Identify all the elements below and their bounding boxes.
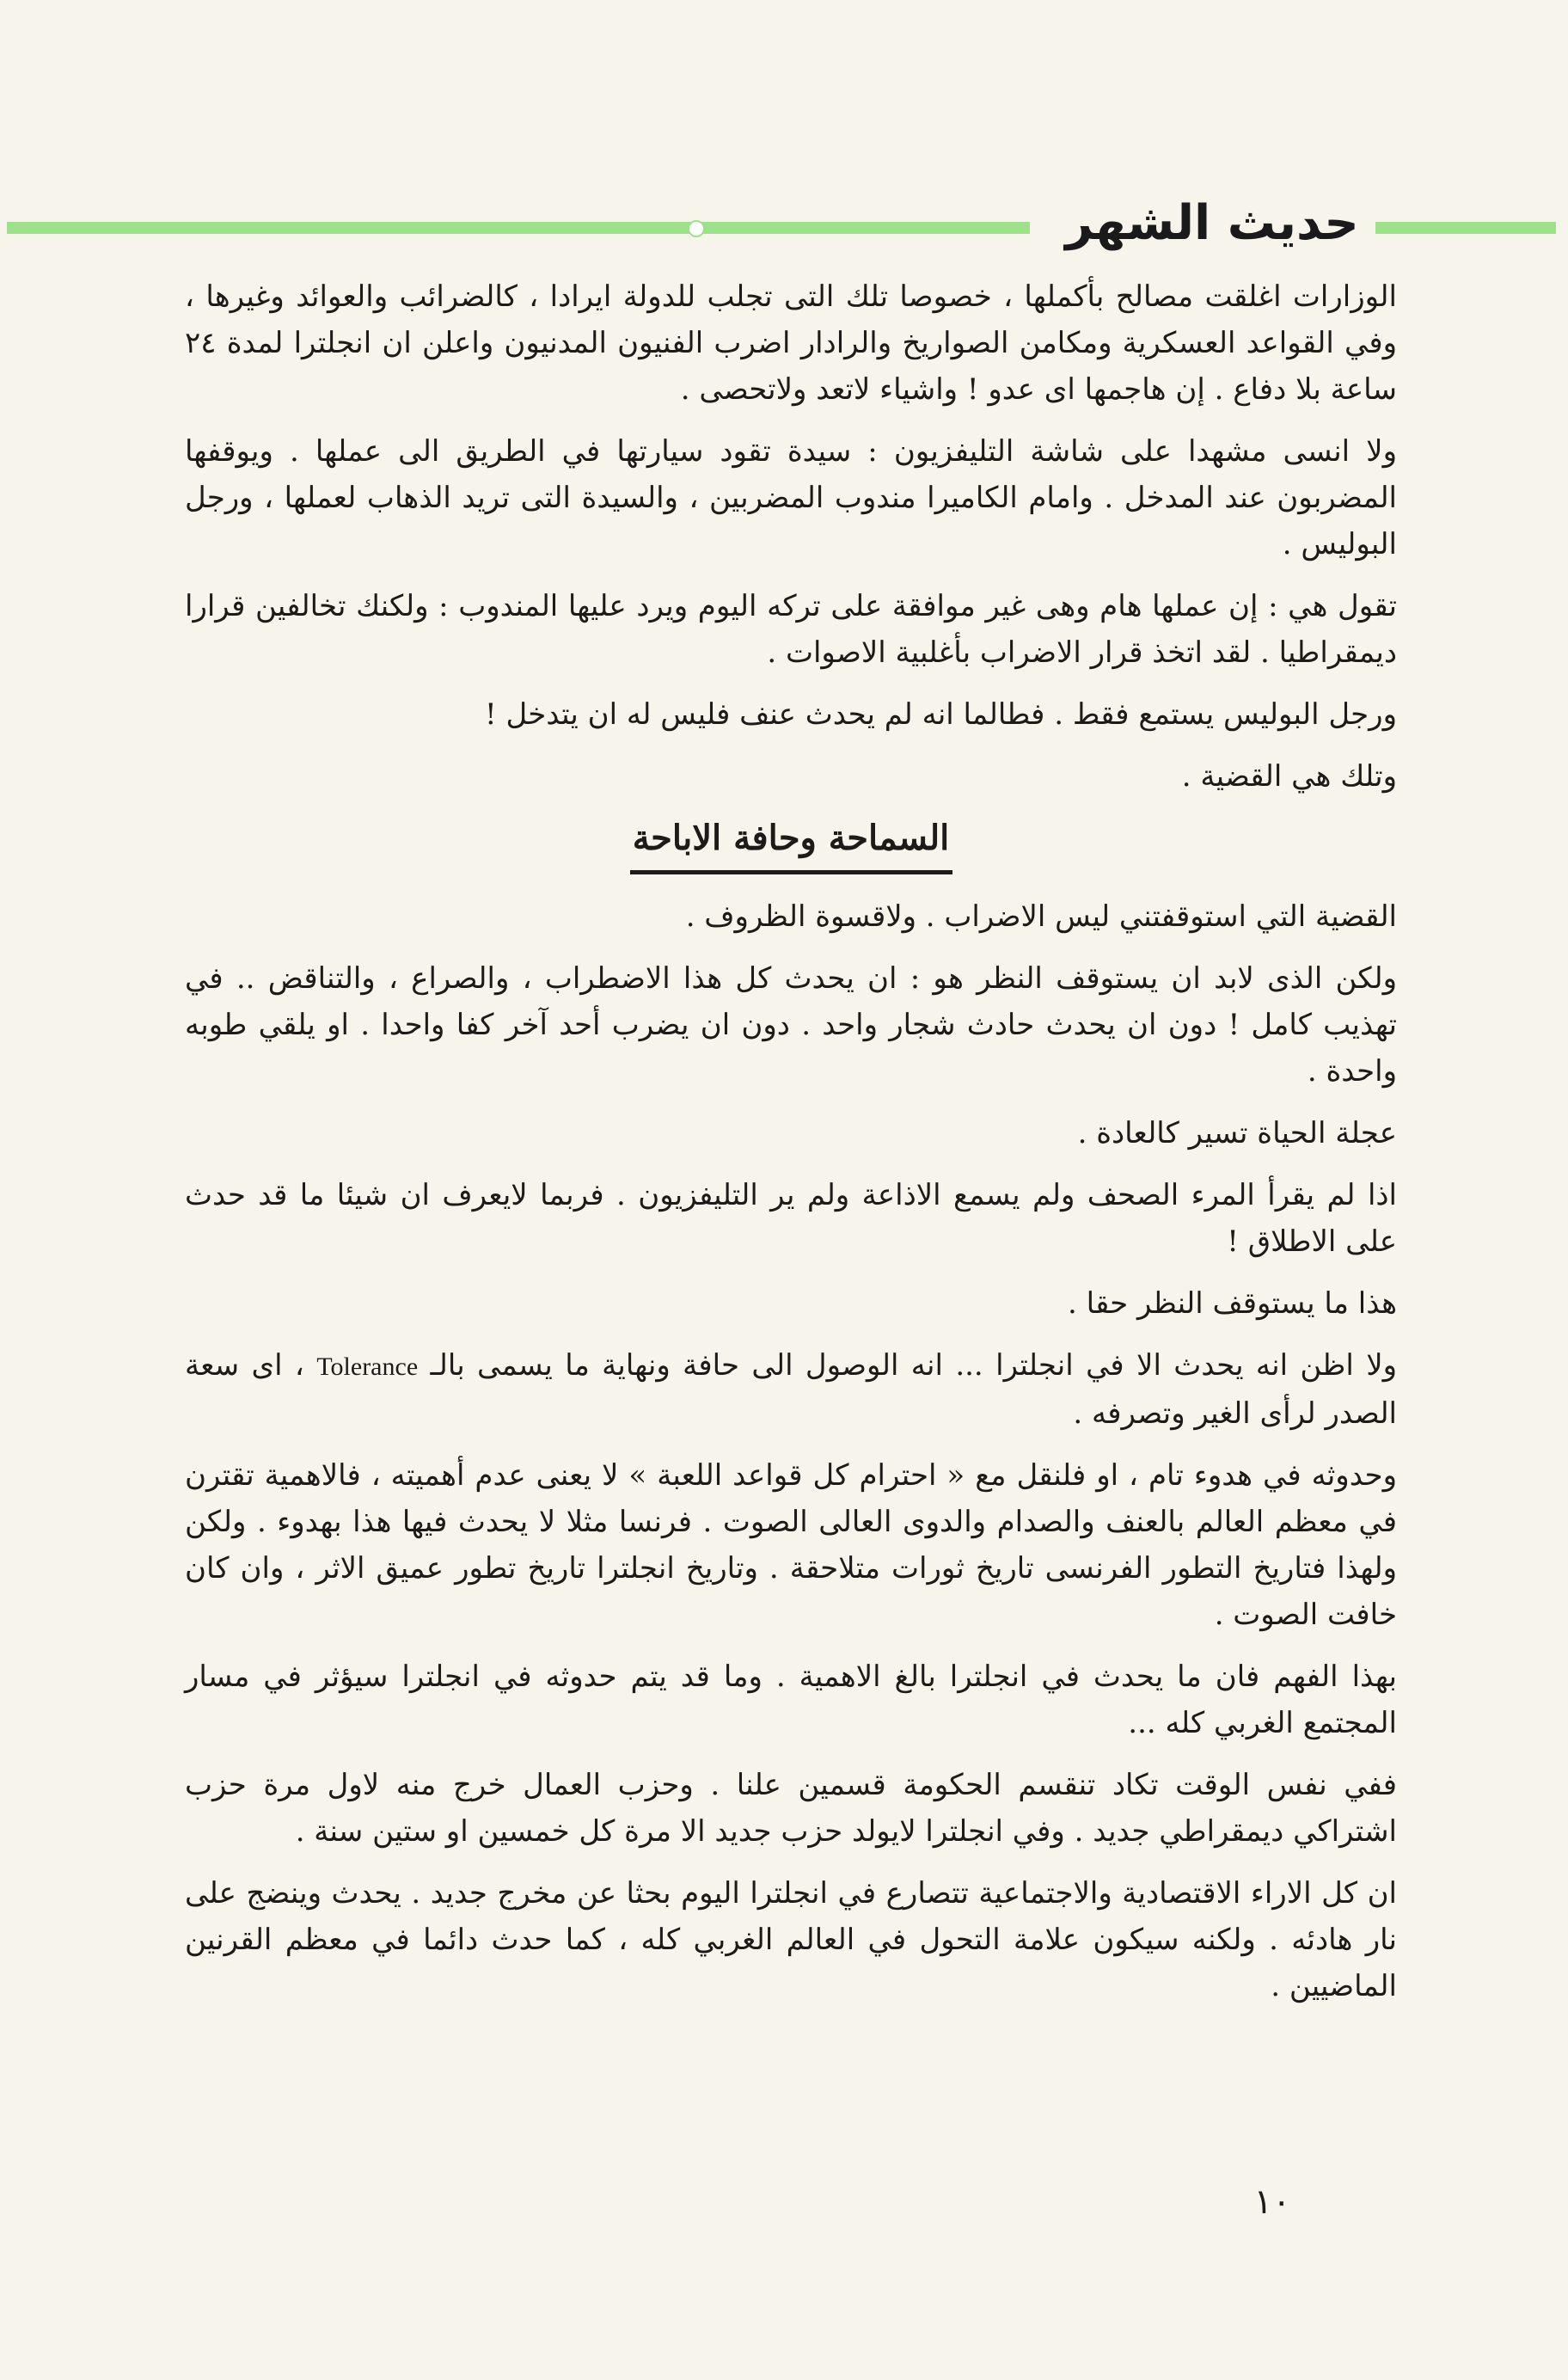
paragraph-the-issue: وتلك هي القضية .: [1181, 759, 1397, 794]
article-body: [185, 273, 1397, 2025]
paragraph-issue-not-strike: القضية التي استوقفتني ليس الاضراب . ولاقسوة الظروف .: [685, 899, 1397, 934]
paragraph-she-says: تقول هي : إن عملها هام وهى غير موافقة على تركه اليوم ويرد عليها المندوب : ولكنك تخالفين قرارا ديمقراطيا . لقد اتخذ قرار الاضراب بأغلبية الاصوات .: [185, 589, 1397, 670]
page-number: ١٠: [1253, 2182, 1291, 2222]
tolerance-text-before: ولا اظن انه يحدث الا في انجلترا ... انه الوصول الى حافة ونهاية ما يسمى بالـ: [430, 1348, 1398, 1383]
section-heading-rule: [630, 870, 952, 874]
paragraph-government-split: ففي نفس الوقت تكاد تنقسم الحكومة قسمين علنا . وحزب العمال خرج منه لاول مرة حزب اشتراكي ديمقراطي جديد . وفي انجلترا لايولد حزب جديد الا مرة كل خمسين او ستين سنة .: [185, 1768, 1397, 1849]
header-rule-ornament: [688, 220, 705, 237]
paragraph-tolerance: [185, 1342, 1397, 1437]
tolerance-term: Tolerance: [316, 1353, 419, 1381]
paragraph-importance: بهذا الفهم فان ما يحدث في انجلترا بالغ الاهمية . وما قد يتم حدوثه في انجلترا سيؤثر في مسار المجتمع الغربي كله ...: [185, 1659, 1397, 1740]
paragraph-policeman: ورجل البوليس يستمع فقط . فطالما انه لم يحدث عنف فليس له ان يتدخل !: [485, 697, 1397, 732]
header-rule-left: [7, 222, 1030, 234]
header-rule-right: [1375, 222, 1556, 234]
section-heading: السماحة وحافة الاباحة: [632, 818, 950, 858]
paragraph-calm-occurrence: وحدوثه في هدوء تام ، او فلنقل مع « احترام كل قواعد اللعبة » لا يعنى عدم أهميته ، فالاهمية تقترن في معظم العالم بالعنف والصدام والدوى العالى الصوت . فرنسا مثلا لا يحدث فيها هذا بهدوء . ولكن ولهذا فتاريخ التطور الفرنسى تاريخ ثورات متلاحقة . وتاريخ انجلترا تاريخ تطور عميق الاثر ، وان كان خافت الصوت .: [185, 1458, 1397, 1632]
paragraph-truly-notable: هذا ما يستوقف النظر حقا .: [1068, 1286, 1397, 1321]
paragraph-economic-views: ان كل الاراء الاقتصادية والاجتماعية تتصارع في انجلترا اليوم بحثا عن مخرج جديد . يحدث وينضج على نار هادئه . ولكنه سيكون علامة التحول في العالم الغربي كله ، كما حدث دائما في معظم القرنين الماضيين .: [185, 1876, 1397, 2003]
tolerance-text-after: ، اى سعة الصدر لرأى الغير وتصرفه .: [185, 1348, 1397, 1431]
paragraph-wheel-of-life: عجلة الحياة تسير كالعادة .: [1077, 1116, 1397, 1150]
masthead-title: حديث الشهر: [1065, 195, 1359, 251]
paragraph-what-stops-view: ولكن الذى لابد ان يستوقف النظر هو : ان يحدث كل هذا الاضطراب ، والصراع ، والتناقض .. في تهذيب كامل ! دون ان يحدث حادث شجار واحد . دون ان يضرب أحد آخر كفا واحدا . او يلقي طوبه واحدة .: [185, 961, 1397, 1089]
paragraph-tv-scene: ولا انسى مشهدا على شاشة التليفزيون : سيدة تقود سيارتها في الطريق الى عملها . ويوقفها المضربون عند المدخل . وامام الكاميرا مندوب المضربين ، والسيدة التى تريد الذهاب لعملها ، ورجل البوليس .: [185, 434, 1397, 561]
paragraph-ministries: الوزارات اغلقت مصالح بأكملها ، خصوصا تلك التى تجلب للدولة ايرادا ، كالضرائب والعوائد وغيرها ، وفي القواعد العسكرية ومكامن الصواريخ والرادار اضرب الفنيون المدنيون واعلن ان انجلترا لمدة ٢٤ ساعة بلا دفاع . إن هاجمها اى عدو ! واشياء لاتعد ولاتحصى .: [185, 279, 1397, 407]
paragraph-if-not-read: اذا لم يقرأ المرء الصحف ولم يسمع الاذاعة ولم ير التليفزيون . فربما لايعرف ان شيئا ما قد حدث على الاطلاق !: [185, 1178, 1397, 1259]
